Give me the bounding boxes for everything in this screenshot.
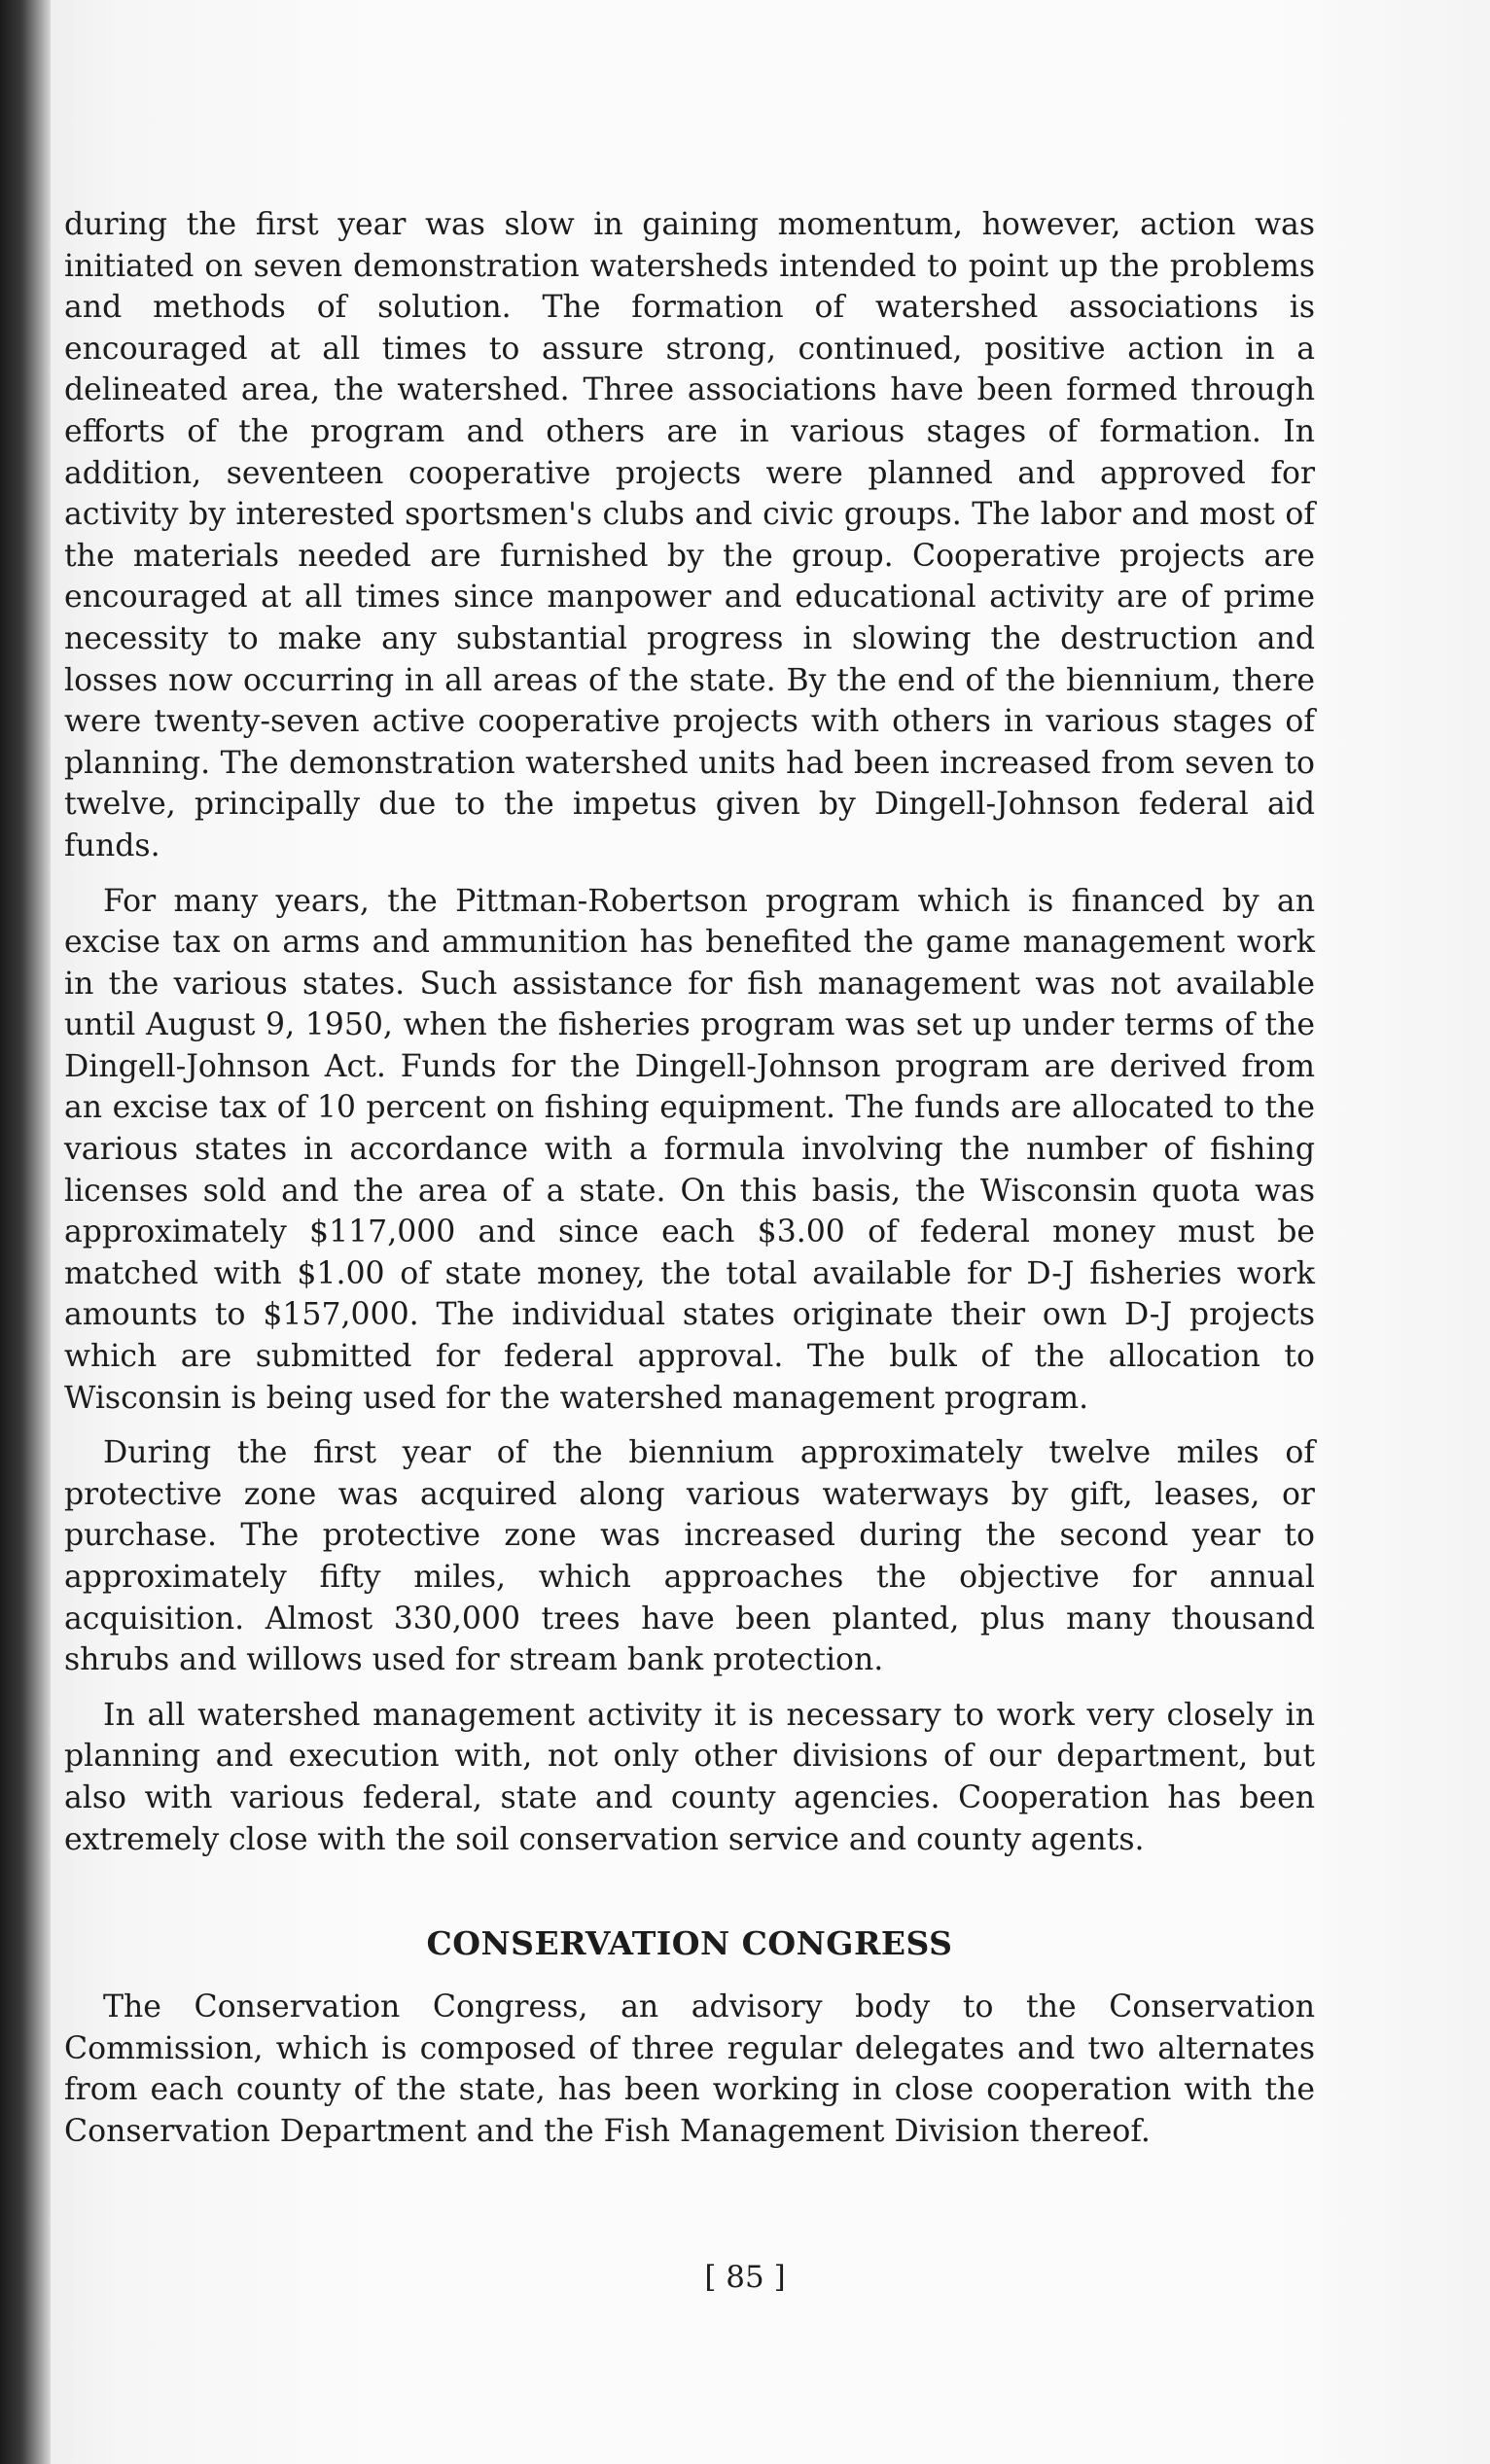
paragraph-watershed-progress: during the first year was slow in gaining momentum, however, action was initiated on seven demonstration watersheds intended to point up the problems and methods of solution. The formation of watershed associations is encouraged at all times to assure strong, continued, positive action in a delineated area, the watershed. Three associations have been formed through efforts of the program and others are in various stages of formation. In addition, seventeen cooperative projects were planned and approved for activity by interested sportsmen's clubs and civic groups. The labor and most of the materials needed are furnished by the group. Cooperative projects are encouraged at all times since manpower and educational activity are of prime necessity to make any substantial progress in slowing the destruction and losses now occurring in all areas of the state. By the end of the biennium, there were twenty-seven active cooperative projects with others in various stages of planning. The demonstration watershed units had been increased from seven to twelve, principally due to the impetus given by Dingell-Johnson federal aid funds. <box>64 207 1315 863</box>
paragraph-conservation-congress: The Conservation Congress, an advisory body to the Conservation Commission, which is composed of three regular delegates and two alternates from each county of the state, has been working in close cooperation with the Conservation Department and the Fish Management Division thereof. <box>64 1989 1315 2149</box>
paragraph-cooperation: In all watershed management activity it is necessary to work very closely in planning and execution with, not only other divisions of our department, but also with various federal, state and county agencies. Cooperation has been extremely close with the soil conservation service and county agents. <box>64 1697 1315 1857</box>
paragraph-dingell-johnson-funding: For many years, the Pittman-Robertson program which is financed by an excise tax on arms and ammunition has benefited the game management work in the various states. Such assistance for fish management was not available until August 9, 1950, when the fisheries program was set up under terms of the Dingell-Johnson Act. Funds for the Dingell-Johnson program are derived from an excise tax of 10 percent on fishing equipment. The funds are allocated to the various states in accordance with a formula involving the number of fishing licenses sold and the area of a state. On this basis, the Wisconsin quota was approximately $117,000 and since each $3.00 of federal money must be matched with $1.00 of state money, the total available for D-J fisheries work amounts to $157,000. The individual states originate their own D-J projects which are submitted for federal approval. The bulk of the allocation to Wisconsin is being used for the watershed management program. <box>64 883 1315 1416</box>
section-heading-conservation-congress: CONSERVATION CONGRESS <box>426 1924 953 1963</box>
paragraph-protective-zone: During the first year of the biennium approximately twelve miles of protective zone was acquired along various waterways by gift, leases, or purchase. The protective zone was increased during the second year to approximately fifty miles, which approaches the objective for annual acquisition. Almost 330,000 trees have been planted, plus many thousand shrubs and willows used for stream bank protection. <box>64 1435 1315 1678</box>
page-number: [ 85 ] <box>704 2260 786 2295</box>
book-binding-edge <box>0 0 51 2464</box>
page-body <box>64 204 1315 2153</box>
